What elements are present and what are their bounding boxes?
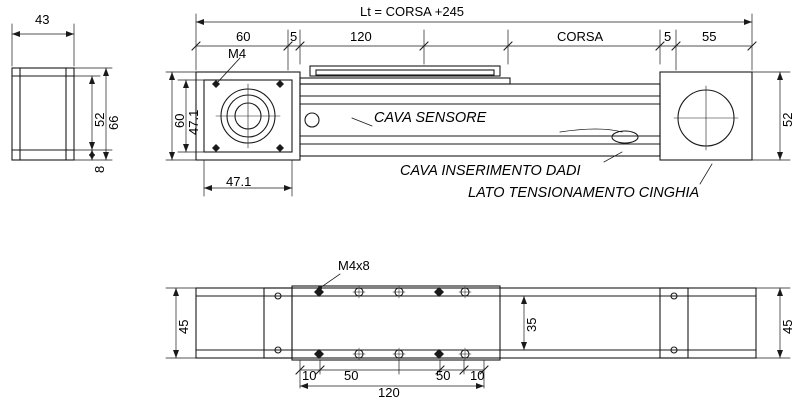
dim-52-label: 52 — [92, 112, 107, 127]
dim-120-label: 120 — [350, 29, 372, 44]
m4-label: M4 — [228, 46, 247, 61]
dim-66-label: 66 — [106, 115, 121, 130]
top-view — [196, 286, 756, 360]
dim-5a-label: 5 — [290, 29, 298, 44]
leader-cava-dadi — [604, 152, 622, 162]
dim-right-52-label: 52 — [780, 112, 795, 127]
dim-top-50a-label: 50 — [344, 368, 359, 383]
dim-top-45-left-label: 45 — [176, 319, 191, 334]
dim-top-120-label: 120 — [378, 385, 400, 400]
dim-5b-label: 5 — [664, 29, 672, 44]
dim-head-60-label: 60 — [172, 113, 187, 128]
dim-chain-front-top — [192, 14, 756, 70]
leader-cava-sensore — [352, 118, 372, 126]
left-section-view — [12, 68, 74, 160]
dim-43 — [12, 24, 74, 66]
dim-8-label: 8 — [92, 165, 107, 173]
cava-dadi-label: CAVA INSERIMENTO DADI — [400, 163, 581, 179]
dim-top-50b-label: 50 — [436, 368, 451, 383]
dim-60-label: 60 — [236, 29, 251, 44]
dim-head-width-label: 47.1 — [226, 174, 252, 189]
dim-corsa-label: CORSA — [557, 29, 604, 44]
dim-top-45-right-label: 45 — [780, 319, 795, 334]
dim-55-label: 55 — [702, 29, 717, 44]
leader-m4x8 — [318, 274, 340, 290]
dim-top-35-label: 35 — [524, 317, 539, 332]
leader-lato-tensionamento — [700, 164, 712, 184]
total-length-label: Lt = CORSA +245 — [359, 4, 465, 19]
m4x8-label: M4x8 — [338, 258, 370, 273]
lato-tensionamento-label: LATO TENSIONAMENTO CINGHIA — [468, 185, 700, 201]
dim-43-label: 43 — [35, 12, 50, 27]
dim-top-10b-label: 10 — [470, 368, 485, 383]
cava-sensore-label: CAVA SENSORE — [374, 110, 487, 126]
dim-head-47-1-label: 47.1 — [186, 109, 201, 135]
dim-top-10a-label: 10 — [302, 368, 317, 383]
